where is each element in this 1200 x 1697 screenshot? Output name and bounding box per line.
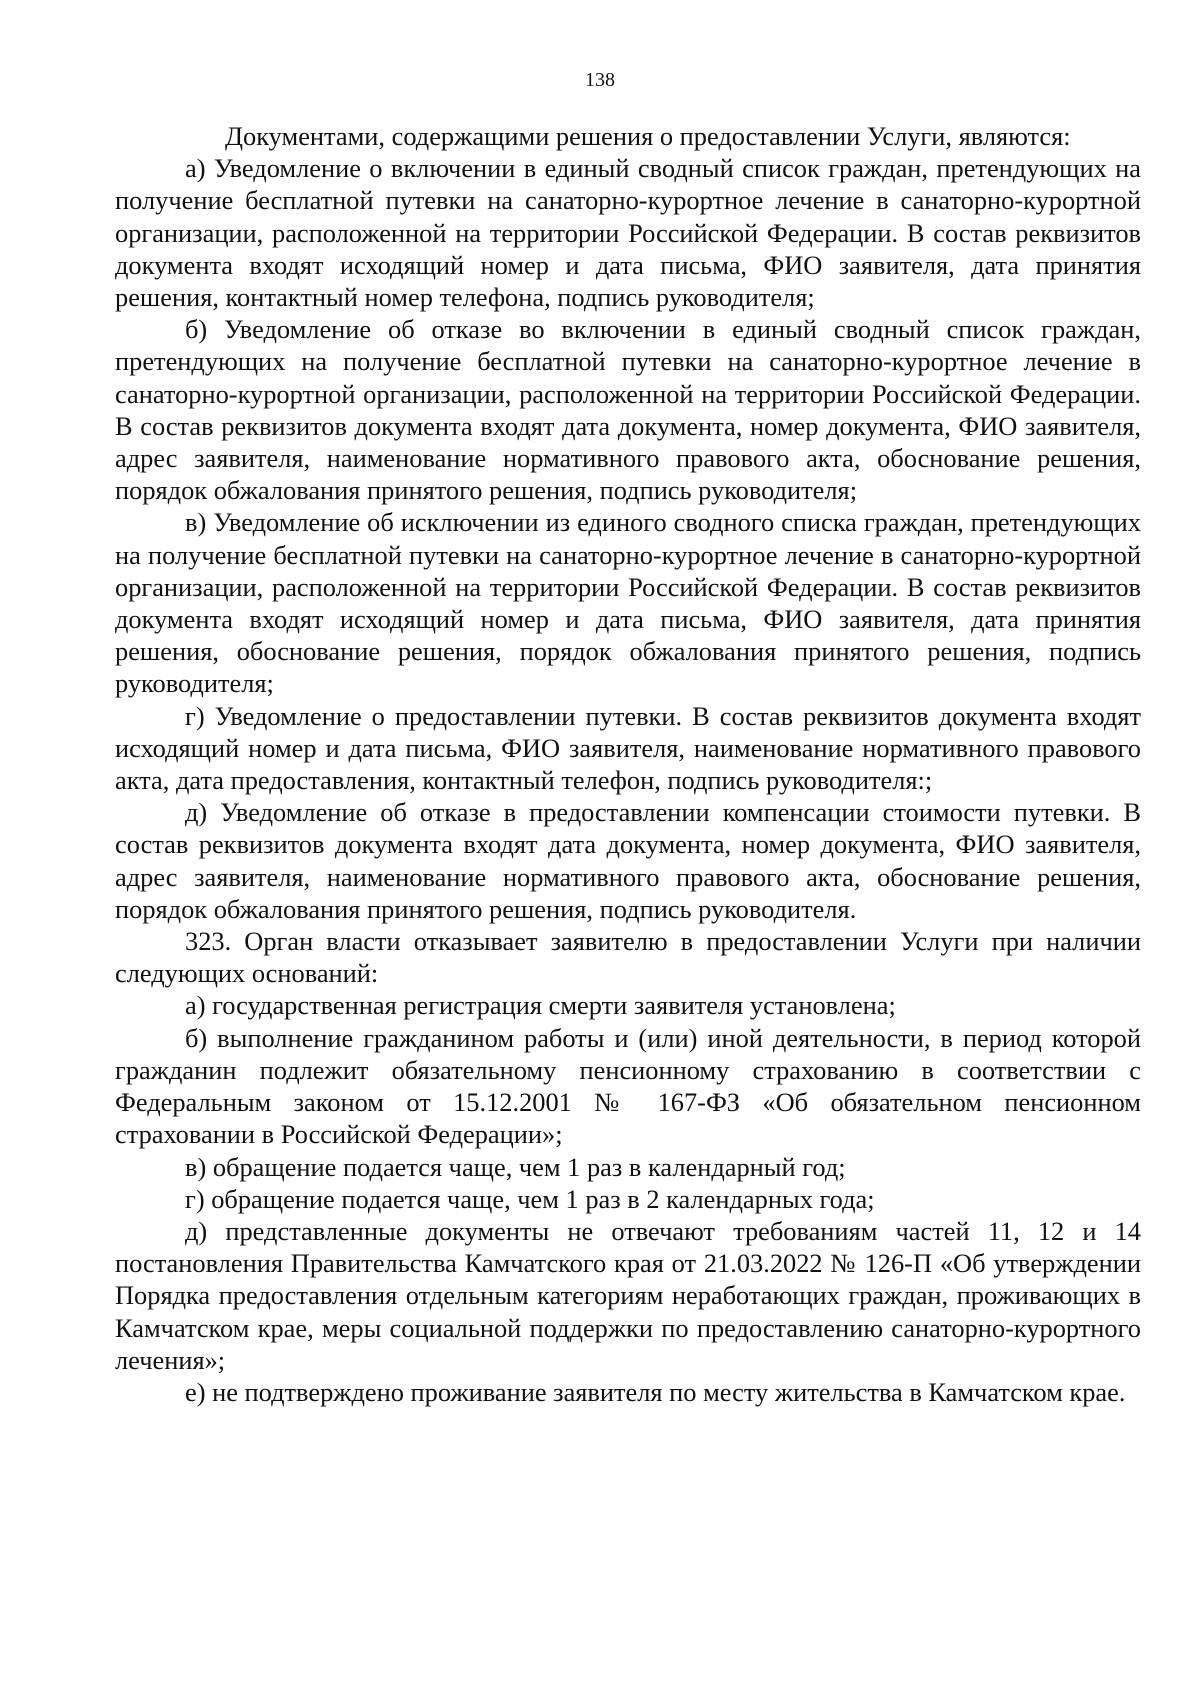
decision-item-b: б) Уведомление об отказе во включении в единый сводный список граждан, претендующих на получение бесплатной путевки на санаторно-курортное лечение в санаторно-курортной организации, расположенной на территории Российской Федерации. В состав реквизитов документа входят дата документа, номер документа, ФИО заявителя, адрес заявителя, наименование нормативного правового акта, обоснование решения, порядок обжалования принятого решения, подпись руководителя; [115, 314, 1141, 506]
refusal-ground-a: а) государственная регистрация смерти заявителя установлена; [185, 990, 896, 1021]
refusal-ground-e: е) не подтверждено проживание заявителя по месту жительства в Камчатском крае. [185, 1376, 1126, 1407]
section-323-paragraph: 323. Орган власти отказывает заявителю в предоставлении Услуги при наличии следующих оснований: [115, 926, 1141, 989]
refusal-ground-g: г) обращение подается чаще, чем 1 раз в 2 календарных года; [185, 1183, 875, 1214]
refusal-ground-d: д) представленные документы не отвечают требованиям частей 11, 12 и 14 постановления Правительства Камчатского края от 21.03.2022 № 126-П «Об утверждении Порядка предоставления отдельным категориям неработающих граждан, проживающих в Камчатском крае, меры социальной поддержки по предоставлению санаторно-курортного лечения»; [115, 1215, 1141, 1375]
decision-item-a: а) Уведомление о включении в единый сводный список граждан, претендующих на получение бесплатной путевки на санаторно-курортное лечение в санаторно-курортной организации, расположенной на территории Российской Федерации. В состав реквизитов документа входят исходящий номер и дата письма, ФИО заявителя, дата принятия решения, контактный номер телефона, подпись руководителя; [115, 153, 1141, 313]
refusal-ground-v: в) обращение подается чаще, чем 1 раз в календарный год; [185, 1151, 846, 1182]
intro-paragraph: Документами, содержащими решения о предоставлении Услуги, являются: [225, 121, 1071, 151]
decision-item-g: г) Уведомление о предоставлении путевки. В состав реквизитов документа входят исходящий номер и дата письма, ФИО заявителя, наименование нормативного правового акта, дата предоставления, контактный телефон, подпись руководителя:; [115, 700, 1141, 796]
refusal-ground-b: б) выполнение гражданином работы и (или) иной деятельности, в период которой гражданин подлежит обязательному пенсионному страхованию в соответствии с Федеральным законом от 15.12.2001 № 167-ФЗ «Об обязательном пенсионном страховании в Российской Федерации»; [115, 1022, 1141, 1150]
decision-item-d: д) Уведомление об отказе в предоставлении компенсации стоимости путевки. В состав реквизитов документа входят дата документа, номер документа, ФИО заявителя, адрес заявителя, наименование нормативного правового акта, обоснование решения, порядок обжалования принятого решения, подпись руководителя. [115, 797, 1141, 924]
document-body [115, 120, 1141, 1408]
page-number: 138 [585, 69, 615, 91]
decision-item-v: в) Уведомление об исключении из единого сводного списка граждан, претендующих на получение бесплатной путевки на санаторно-курортное лечение в санаторно-курортной организации, расположенной на территории Российской Федерации. В состав реквизитов документа входят исходящий номер и дата письма, ФИО заявителя, дата принятия решения, обоснование решения, порядок обжалования принятого решения, подпись руководителя; [115, 507, 1141, 699]
